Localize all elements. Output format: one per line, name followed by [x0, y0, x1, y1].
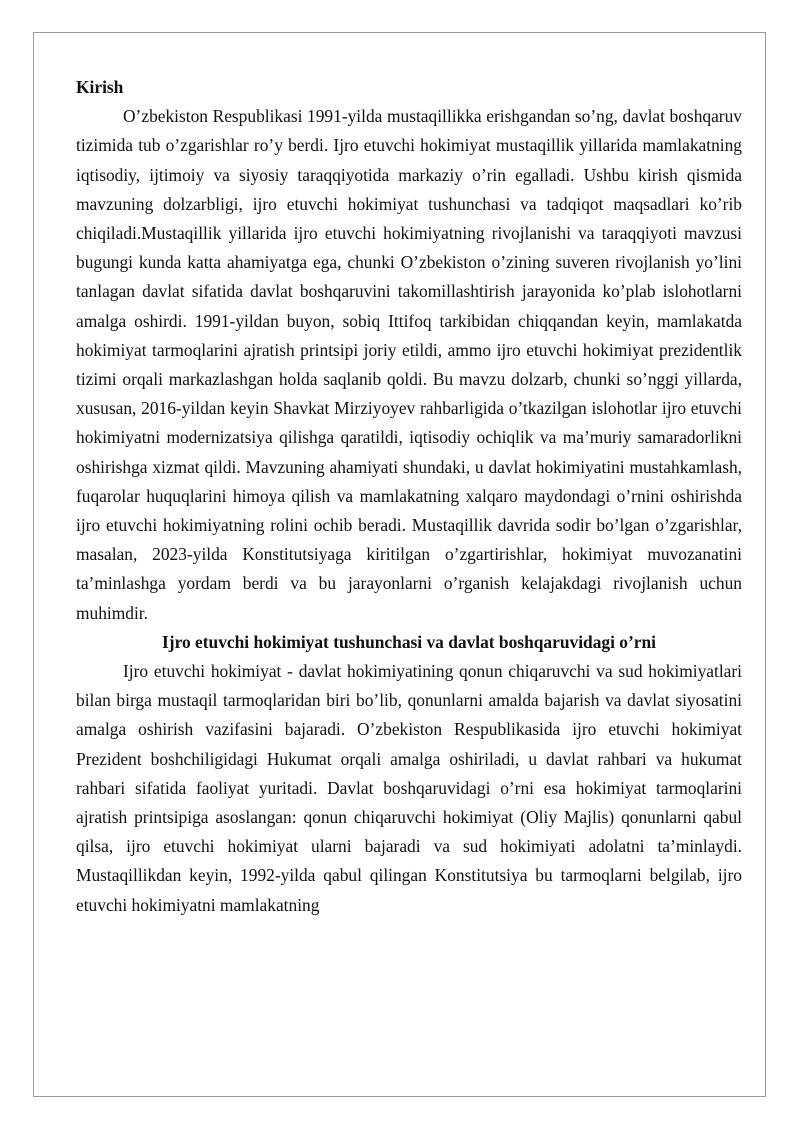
- page-body: [76, 73, 742, 920]
- intro-heading: Kirish: [76, 77, 124, 97]
- section-paragraph: Ijro etuvchi hokimiyat - davlat hokimiyatining qonun chiqaruvchi va sud hokimiyatlari bilan birga mustaqil tarmoqlaridan biri bo’lib, qonunlarni amalda bajarish va davlat siyosatini amalga oshirish vazifasini bajaradi. O’zbekiston Respublikasida ijro etuvchi hokimiyat Prezident boshchiligidagi Hukumat orqali amalga oshiriladi, u davlat rahbari va hukumat rahbari sifatida faoliyat yuritadi. Davlat boshqaruvidagi o’rni esa hokimiyat tarmoqlarini ajratish printsipiga asoslangan: qonun chiqaruvchi hokimiyat (Oliy Majlis) qonunlarni qabul qilsa, ijro etuvchi hokimiyat ularni bajaradi va sud hokimiyati adolatni ta’minlaydi. Mustaqillikdan keyin, 1992-yilda qabul qilingan Konstitutsiya bu tarmoqlarni belgilab, ijro etuvchi hokimiyatni mamlakatning: [76, 661, 742, 915]
- intro-paragraph: O’zbekiston Respublikasi 1991-yilda mustaqillikka erishgandan so’ng, davlat boshqaruv tizimida tub o’zgarishlar ro’y berdi. Ijro etuvchi hokimiyat mustaqillik yillarida mamlakatning iqtisodiy, ijtimoiy va siyosiy taraqqiyotida markaziy o’rin egalladi. Ushbu kirish qismida mavzuning dolzarbligi, ijro etuvchi hokimiyat tushunchasi va tadqiqot maqsadlari ko’rib chiqiladi.Mustaqillik yillarida ijro etuvchi hokimiyatning rivojlanishi va taraqqiyoti mavzusi bugungi kunda katta ahamiyatga ega, chunki O’zbekiston o’zining suveren rivojlanish yo’lini tanlagan davlat sifatida davlat boshqaruvini takomillashtirish jarayonida ko’plab islohotlarni amalga oshirdi. 1991-yildan buyon, sobiq Ittifoq tarkibidan chiqqandan keyin, mamlakatda hokimiyat tarmoqlarini ajratish printsipi joriy etildi, ammo ijro etuvchi hokimiyat prezidentlik tizimi orqali markazlashgan holda saqlanib qoldi. Bu mavzu dolzarb, chunki so’nggi yillarda, xususan, 2016-yildan keyin Shavkat Mirziyoyev rahbarligida o’tkazilgan islohotlar ijro etuvchi hokimiyatni modernizatsiya qilishga qaratildi, iqtisodiy ochiqlik va ma’muriy samaradorlikni oshirishga xizmat qildi. Mavzuning ahamiyati shundaki, u davlat hokimiyatini mustahkamlash, fuqarolar huquqlarini himoya qilish va mamlakatning xalqaro maydondagi o’rnini oshirishda ijro etuvchi hokimiyatning rolini ochib beradi. Mustaqillik davrida sodir bo’lgan o’zgarishlar, masalan, 2023-yilda Konstitutsiyaga kiritilgan o’zgartirishlar, hokimiyat muvozanatini ta’minlashga yordam berdi va bu jarayonlarni o’rganish kelajakdagi rivojlanish uchun muhimdir.: [76, 106, 742, 623]
- section-heading: Ijro etuvchi hokimiyat tushunchasi va davlat boshqaruvidagi o’rni: [162, 631, 656, 652]
